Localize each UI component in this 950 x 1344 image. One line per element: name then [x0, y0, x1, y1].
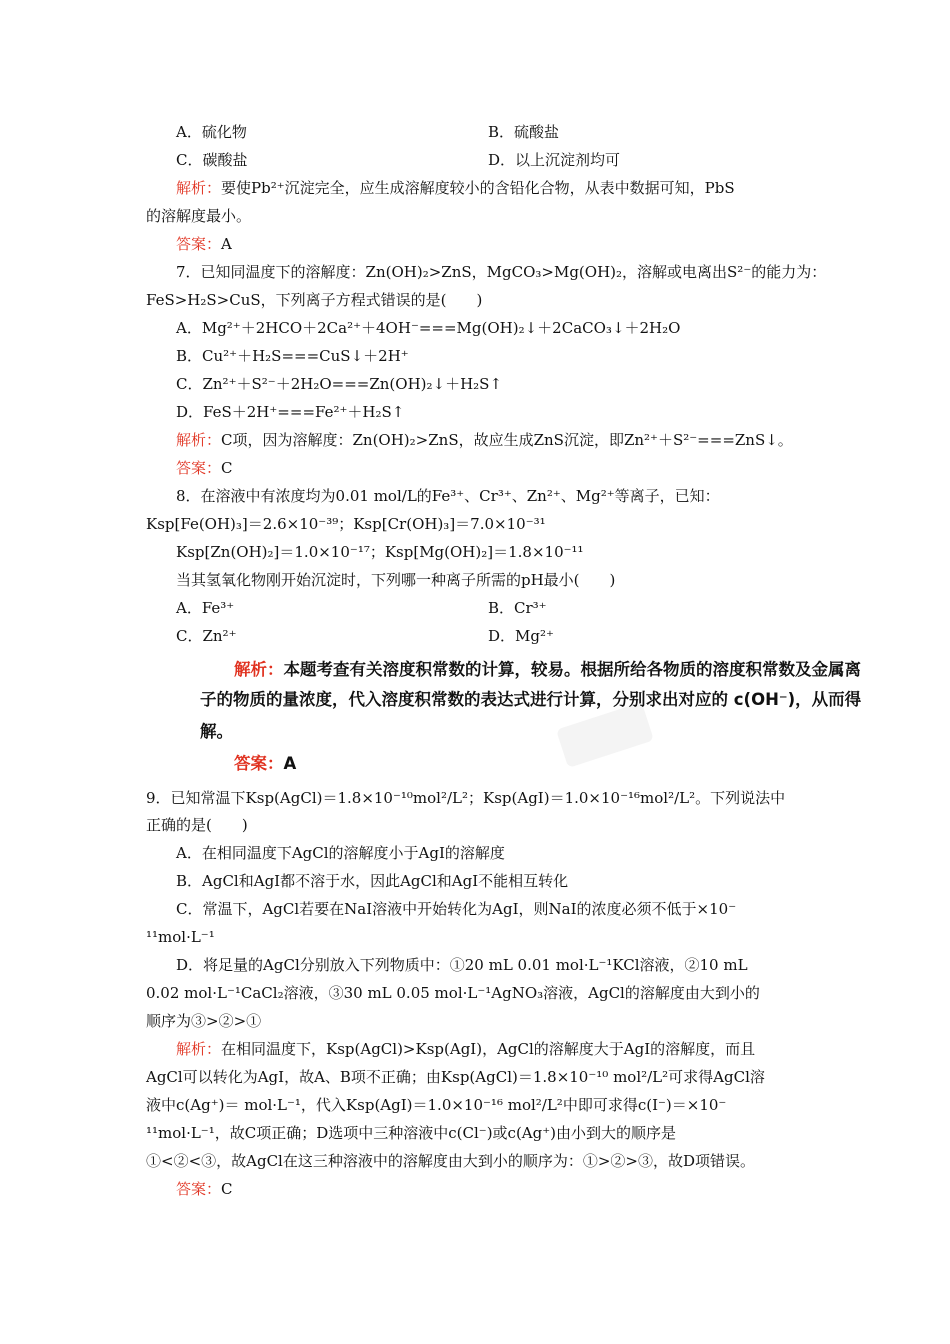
q6-option-a: A．硫化物 [176, 123, 247, 141]
q6-option-d: D．以上沉淀剂均可 [488, 151, 621, 169]
q8-ksp-line2: Ksp[Zn(OH)₂]＝1.0×10⁻¹⁷；Ksp[Mg(OH)₂]＝1.8×10⁻¹¹ [176, 543, 584, 561]
analysis-text: C项，因为溶解度：Zn(OH)₂>ZnS，故应生成ZnS沉淀，即Zn²⁺＋S²⁻===ZnS↓。 [221, 431, 793, 449]
answer-value: A [221, 235, 232, 253]
q7-option-d: D．FeS＋2H⁺===Fe²⁺＋H₂S↑ [176, 403, 405, 421]
analysis-label: 解析： [234, 660, 284, 679]
q9-stem-cont: 正确的是( ) [146, 816, 248, 834]
q7-option-b: B．Cu²⁺＋H₂S===CuS↓＋2H⁺ [176, 347, 409, 365]
q9-analysis-line4: ¹¹mol·L⁻¹，故C项正确；D选项中三种溶液中c(Cl⁻)或c(Ag⁺)由小到大的顺序是 [146, 1124, 676, 1142]
q6-analysis-cont: 的溶解度最小。 [146, 207, 252, 225]
q7-stem-cont: FeS>H₂S>CuS，下列离子方程式错误的是( ) [146, 291, 483, 309]
q9-answer [176, 1179, 233, 1199]
q8-ksp-line1: Ksp[Fe(OH)₃]＝2.6×10⁻³⁹；Ksp[Cr(OH)₃]＝7.0×10⁻³¹ [146, 515, 546, 533]
analysis-label: 解析： [176, 431, 222, 449]
q8-option-c: C．Zn²⁺ [176, 627, 237, 645]
q7-analysis [176, 430, 793, 450]
answer-value: C [221, 459, 233, 477]
q9-option-a: A．在相同温度下AgCl的溶解度小于AgI的溶解度 [176, 844, 505, 862]
q9-analysis-line5: ①<②<③，故AgCl在这三种溶液中的溶解度由大到小的顺序为：①>②>③，故D项错误。 [146, 1152, 756, 1170]
q6-analysis [176, 178, 735, 198]
q9-option-d-end: 顺序为③>②>① [146, 1012, 262, 1030]
watermark [556, 702, 654, 768]
answer-label: 答案： [234, 754, 284, 773]
q8-analysis [234, 660, 861, 680]
analysis-text: 本题考查有关溶度积常数的计算，较易。根据所给各物质的溶度积常数及金属离 [283, 660, 861, 679]
answer-label: 答案： [176, 459, 222, 477]
q6-option-b: B．硫酸盐 [488, 123, 560, 141]
q9-option-c-cont: ¹¹mol·L⁻¹ [146, 928, 215, 946]
q9-analysis-line2: AgCl可以转化为AgI，故A、B项不正确；由Ksp(AgCl)＝1.8×10⁻¹⁰ mol²/L²可求得AgCl溶 [146, 1068, 765, 1086]
q6-option-c: C．碳酸盐 [176, 151, 248, 169]
q8-answer [234, 754, 296, 774]
q9-option-d-cont: 0.02 mol·L⁻¹CaCl₂溶液，③30 mL 0.05 mol·L⁻¹AgNO₃溶液，AgCl的溶解度由大到小的 [146, 984, 760, 1002]
q7-option-a: A．Mg²⁺＋2HCO＋2Ca²⁺＋4OH⁻===Mg(OH)₂↓＋2CaCO₃↓＋2H₂O [176, 319, 681, 337]
q6-answer [176, 234, 232, 254]
q8-option-d: D．Mg²⁺ [488, 627, 554, 645]
q9-option-b: B．AgCl和AgI都不溶于水，因此AgCl和AgI不能相互转化 [176, 872, 569, 890]
answer-label: 答案： [176, 235, 222, 253]
q9-stem: 9．已知常温下Ksp(AgCl)＝1.8×10⁻¹⁰mol²/L²；Ksp(AgI)＝1.0×10⁻¹⁶mol²/L²。下列说法中 [146, 789, 786, 807]
q8-option-b: B．Cr³⁺ [488, 599, 547, 617]
q8-option-a: A．Fe³⁺ [176, 599, 235, 617]
q9-analysis [176, 1039, 755, 1059]
analysis-text: 在相同温度下，Ksp(AgCl)>Ksp(AgI)，AgCl的溶解度大于AgI的溶解度，而且 [221, 1040, 756, 1058]
answer-value: A [283, 754, 297, 773]
q8-analysis-end: 解。 [200, 722, 233, 741]
q8-stem: 8．在溶液中有浓度均为0.01 mol/L的Fe³⁺、Cr³⁺、Zn²⁺、Mg²⁺等离子，已知： [176, 487, 720, 505]
answer-value: C [221, 1180, 233, 1198]
analysis-label: 解析： [176, 1040, 222, 1058]
q7-answer [176, 458, 233, 478]
q9-option-d: D．将足量的AgCl分别放入下列物质中：①20 mL 0.01 mol·L⁻¹KCl溶液，②10 mL [176, 956, 748, 974]
analysis-text: 要使Pb²⁺沉淀完全，应生成溶解度较小的含铅化合物，从表中数据可知，PbS [221, 179, 735, 197]
answer-label: 答案： [176, 1180, 222, 1198]
q8-question: 当其氢氧化物刚开始沉淀时，下列哪一种离子所需的pH最小( ) [176, 571, 616, 589]
q7-option-c: C．Zn²⁺＋S²⁻＋2H₂O===Zn(OH)₂↓＋H₂S↑ [176, 375, 503, 393]
q7-stem: 7．已知同温度下的溶解度：Zn(OH)₂>ZnS，MgCO₃>Mg(OH)₂，溶解或电离出S²⁻的能力为： [176, 263, 827, 281]
q9-analysis-line3: 液中c(Ag⁺)＝ mol·L⁻¹，代入Ksp(AgI)＝1.0×10⁻¹⁶ mol²/L²中即可求得c(I⁻)＝×10⁻ [146, 1096, 727, 1114]
q8-analysis-cont: 子的物质的量浓度，代入溶度积常数的表达式进行计算，分别求出对应的 c(OH⁻)，从而得 [200, 690, 862, 709]
analysis-label: 解析： [176, 179, 222, 197]
q9-option-c: C．常温下，AgCl若要在NaI溶液中开始转化为AgI，则NaI的浓度必须不低于×10⁻ [176, 900, 737, 918]
